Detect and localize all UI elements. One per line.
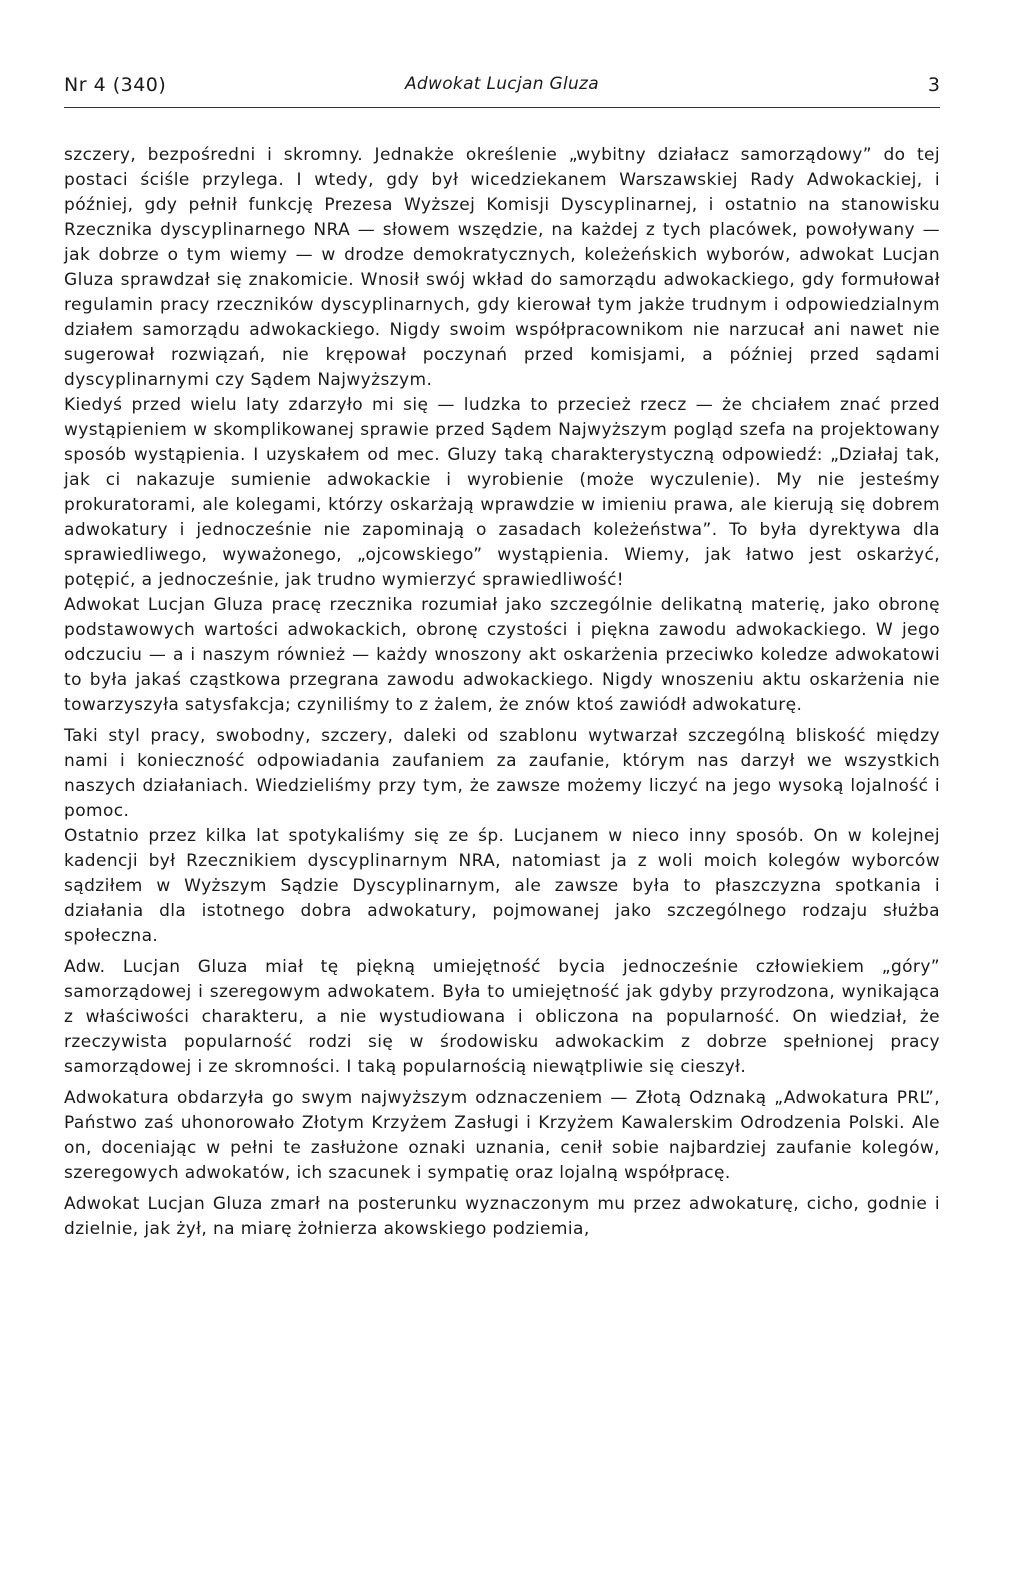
paragraph: Ostatnio przez kilka lat spotykaliśmy się ze śp. Lucjanem w nieco inny sposób. On w kolejnej kadencji był Rzecznikiem dyscyplinarnym NRA, natomiast ja z woli moich kolegów wyborców sądziłem w Wyższym Sądzie Dyscyplinarnym, ale zawsze była to płaszczyzna spotkania i działania dla istotnego dobra adwokatury, pojmowanej jako szczególnego rodzaju służba społeczna.: [64, 826, 940, 946]
running-header: [64, 66, 940, 96]
running-title: Adwokat Lucjan Gluza: [405, 74, 599, 94]
page: [64, 66, 940, 1239]
paragraph: Adwokat Lucjan Gluza pracę rzecznika rozumiał jako szczególnie delikatną materię, jako obronę podstawowych wartości adwokackich, obronę czystości i piękna zawodu adwokackiego. W jego odczuciu — a i naszym również — każdy wnoszony akt oskarżenia przeciwko koledze adwokatowi to była jakaś cząstkowa przegrana zawodu adwokackiego. Nigdy wnoszeniu aktu oskarżenia nie towarzyszyła satysfakcja; czyniliśmy to z żalem, że znów ktoś zawiódł adwokaturę.: [64, 595, 940, 715]
paragraph: Adwokat Lucjan Gluza zmarł na posterunku wyznaczonym mu przez adwokaturę, cicho, godnie i dzielnie, jak żył, na miarę żołnierza akowskiego podziemia,: [64, 1194, 940, 1239]
issue-number: Nr 4 (340): [64, 74, 167, 96]
paragraph: Adwokatura obdarzyła go swym najwyższym odznaczeniem — Złotą Odznaką „Adwokatura PRL”, Państwo zaś uhonorowało Złotym Krzyżem Zasługi i Krzyżem Kawalerskim Odrodzenia Polski. Ale on, doceniając w pełni te zasłużone oznaki uznania, cenił sobie najbardziej zaufanie kolegów, szeregowych adwokatów, ich szacunek i sympatię oraz lojalną współpracę.: [64, 1088, 940, 1183]
paragraph: Taki styl pracy, swobodny, szczery, daleki od szablonu wytwarzał szczególną bliskość między nami i konieczność odpowiadania zaufaniem za zaufanie, którym nas darzył we wszystkich naszych działaniach. Wiedzieliśmy przy tym, że zawsze możemy liczyć na jego wysoką lojalność i pomoc.: [64, 726, 940, 821]
paragraph: Adw. Lucjan Gluza miał tę piękną umiejętność bycia jednocześnie człowiekiem „góry” samorządowej i szeregowym adwokatem. Była to umiejętność jak gdyby przyrodzona, wynikająca z właściwości charakteru, a nie wystudiowana i obliczona na popularność. On wiedział, że rzeczywista popularność rodzi się w środowisku adwokackim z dobrze spełnionej pracy samorządowej i ze skromności. I taką popularnością niewątpliwie się cieszył.: [64, 957, 940, 1077]
paragraph: szczery, bezpośredni i skromny. Jednakże określenie „wybitny działacz samorządowy” do tej postaci ściśle przylega. I wtedy, gdy był wicedziekanem Warszawskiej Rady Adwokackiej, i później, gdy pełnił funkcję Prezesa Wyższej Komisji Dyscyplinarnej, i ostatnio na stanowisku Rzecznika dyscyplinarnego NRA — słowem wszędzie, na każdej z tych placówek, powoływany — jak dobrze o tym wiemy — w drodze demokratycznych, koleżeńskich wyborów, adwokat Lucjan Gluza sprawdzał się znakomicie. Wnosił swój wkład do samorządu adwokackiego, gdy formułował regulamin pracy rzeczników dyscyplinarnych, gdy kierował tym jakże trudnym i odpowiedzialnym działem samorządu adwokackiego. Nigdy swoim współpracownikom nie narzucał ani nawet nie sugerował rozwiązań, nie krępował poczynań przed komisjami, a później przed sądami dyscyplinarnymi czy Sądem Najwyższym.: [64, 145, 940, 390]
article-body: [64, 143, 940, 1242]
paragraph: Kiedyś przed wielu laty zdarzyło mi się — ludzka to przecież rzecz — że chciałem znać przed wystąpieniem w skomplikowanej sprawie przed Sądem Najwyższym pogląd szefa na projektowany sposób wystąpienia. I uzyskałem od mec. Gluzy taką charakterystyczną odpowiedź: „Działaj tak, jak ci nakazuje sumienie adwokackie i wyrobienie (może wyczulenie). My nie jesteśmy prokuratorami, ale kolegami, którzy oskarżają wprawdzie w imieniu prawa, ale kierują się dobrem adwokatury i jednocześnie nie zapominają o zasadach koleżeństwa”. To była dyrektywa dla sprawiedliwego, wyważonego, „ojcowskiego” wystąpienia. Wiemy, jak łatwo jest oskarżyć, potępić, a jednocześnie, jak trudno wymierzyć sprawiedliwość!: [64, 395, 940, 590]
header-rule: [64, 107, 940, 108]
page-number: 3: [927, 74, 940, 96]
